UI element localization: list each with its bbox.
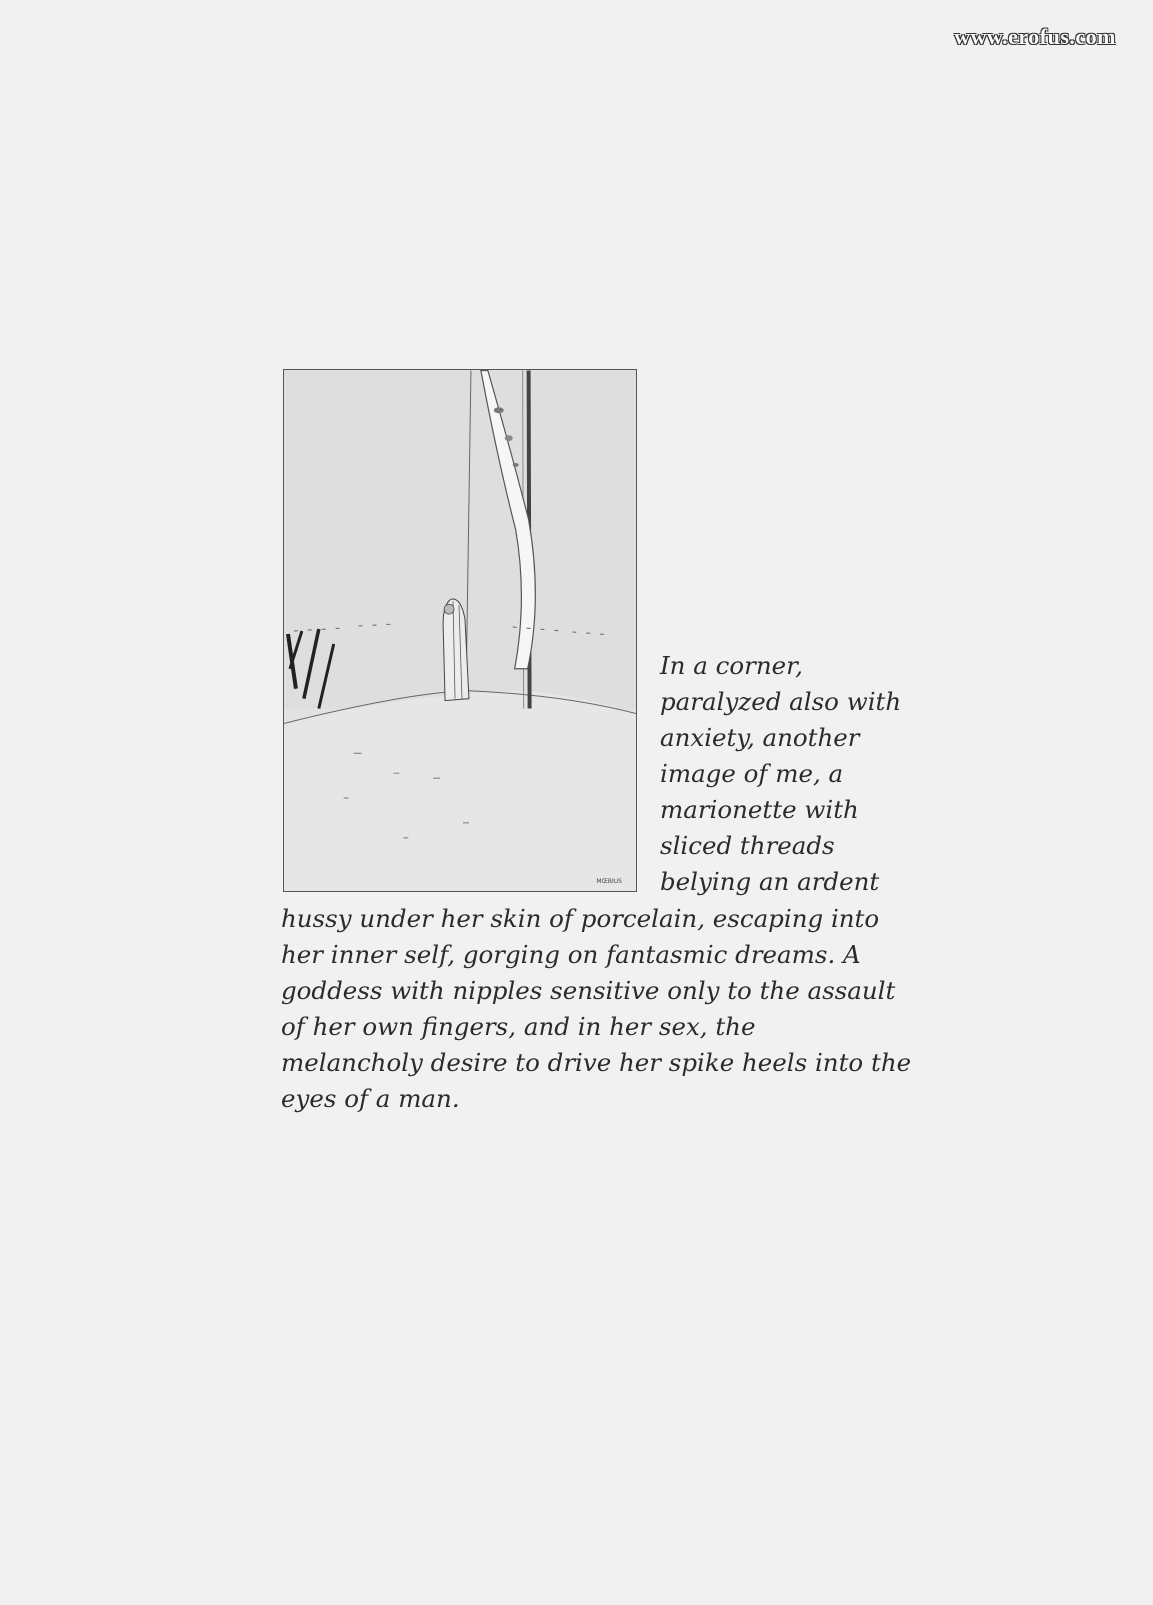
corner-illustration xyxy=(284,370,636,891)
caption-line: sliced threads xyxy=(660,831,835,860)
caption-wrap-column xyxy=(660,648,901,900)
caption-full-width xyxy=(281,901,911,1117)
artist-signature: MŒBIUS xyxy=(596,878,622,885)
caption-line: anxiety, another xyxy=(660,723,860,752)
caption-line: paralyzed also with xyxy=(660,687,902,716)
caption-line: In a corner, xyxy=(660,651,803,680)
caption-line: goddess with nipples sensitive only to the assault xyxy=(281,976,896,1005)
illustration-panel xyxy=(283,369,637,892)
caption-line: melancholy desire to drive her spike heels into the xyxy=(281,1048,912,1077)
caption-line: her inner self, gorging on fantasmic dreams. A xyxy=(281,940,861,969)
caption-line: image of me, a xyxy=(660,759,844,788)
caption-line: hussy under her skin of porcelain, escaping into xyxy=(281,904,880,933)
watermark: www.erofus.com xyxy=(954,24,1116,49)
caption-line: eyes of a man. xyxy=(281,1084,460,1113)
caption-line: marionette with xyxy=(660,795,859,824)
caption-line: belying an ardent xyxy=(660,867,880,896)
caption-line: of her own fingers, and in her sex, the xyxy=(281,1012,756,1041)
